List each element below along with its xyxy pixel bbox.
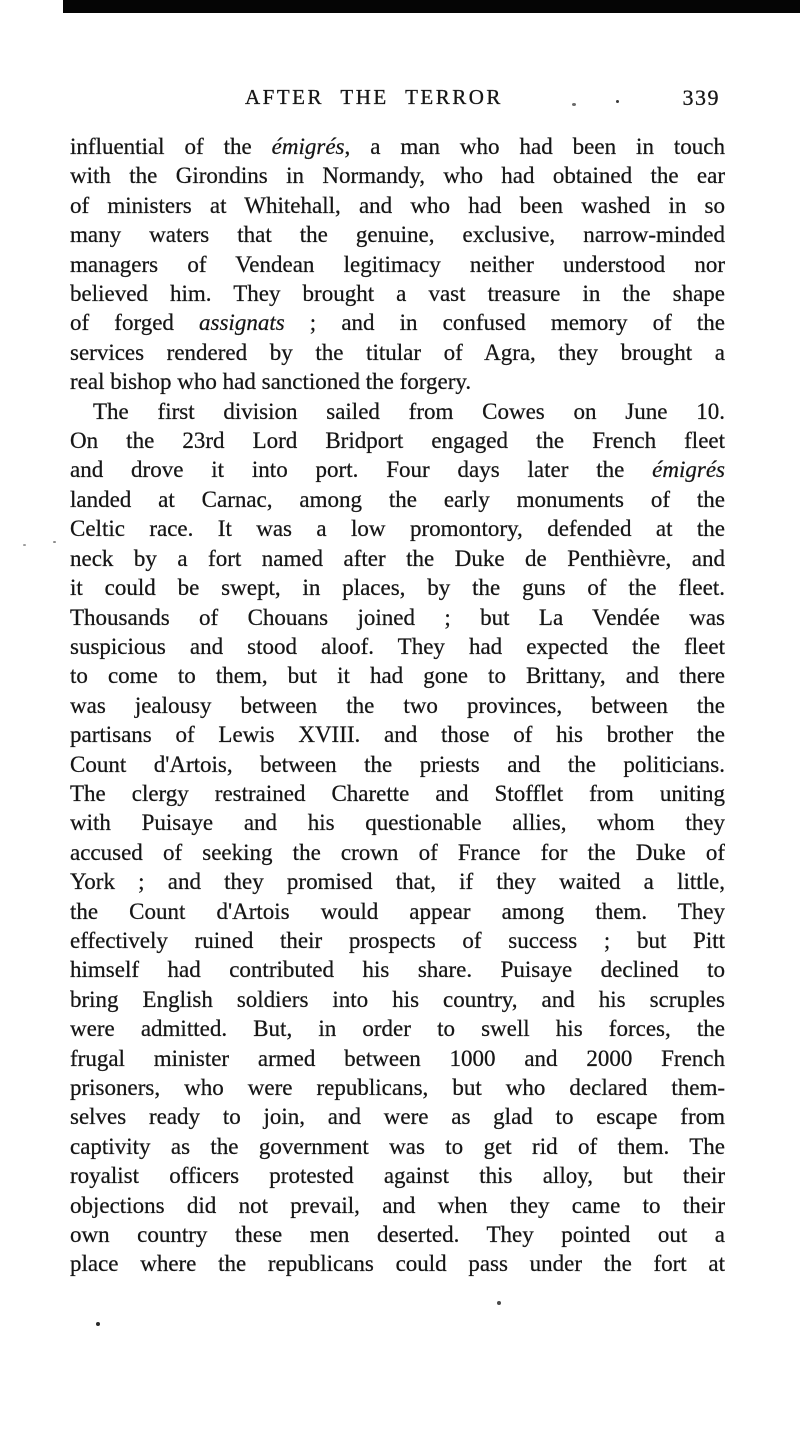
running-head (70, 85, 725, 111)
text-segment: York ; and they promised that, if they waited a little, (70, 869, 725, 895)
body-text-block (70, 132, 725, 1279)
text-segment: Thousands of Chouans joined ; but La Vendée was (70, 604, 725, 630)
text-segment: prisoners, who were republicans, but who declared them- (70, 1075, 725, 1100)
italic-text: assignats (199, 310, 285, 336)
text-segment: and drove it into port. Four days later the (70, 457, 653, 483)
text-line (70, 367, 725, 396)
text-line (70, 691, 725, 720)
text-line (70, 250, 725, 279)
text-line (70, 750, 725, 779)
text-line (70, 1014, 725, 1043)
text-line (70, 573, 725, 602)
page-number: 339 (682, 85, 720, 110)
text-line (70, 132, 725, 161)
text-segment: The first division sailed from Cowes on June 10. (93, 398, 725, 424)
text-line (70, 308, 725, 337)
text-line (70, 808, 725, 837)
text-line (70, 779, 725, 808)
text-segment: of forged (70, 310, 200, 336)
text-line (70, 720, 725, 749)
text-line (70, 220, 725, 249)
text-segment: selves ready to join, and were as glad to escape from (70, 1104, 725, 1130)
text-line (70, 926, 725, 955)
text-line (70, 485, 725, 514)
text-line (70, 338, 725, 367)
text-line (70, 661, 725, 690)
text-segment: himself had contributed his share. Puisaye declined to (70, 957, 725, 983)
text-segment: landed at Carnac, among the early monuments of the (70, 486, 725, 512)
text-segment: services rendered by the titular of Agra, they brought a (70, 339, 725, 365)
text-segment: believed him. They brought a vast treasure in the shape (70, 281, 725, 307)
text-segment: to come to them, but it had gone to Brittany, and there (70, 663, 725, 689)
text-segment: Celtic race. It was a low promontory, defended at the (70, 516, 725, 542)
scan-speck (23, 544, 26, 546)
text-segment: with the Girondins in Normandy, who had obtained the ear (70, 163, 725, 189)
text-line (70, 1132, 725, 1161)
text-line (70, 161, 725, 190)
scan-speck (497, 1301, 501, 1305)
text-line (70, 1220, 725, 1249)
text-segment: effectively ruined their prospects of success ; but Pitt (70, 927, 725, 953)
scan-speck (616, 100, 619, 103)
text-line (70, 1161, 725, 1190)
text-segment: influential of the (70, 134, 272, 159)
text-segment: frugal minister armed between 1000 and 2000 French (70, 1045, 725, 1071)
text-segment: ; and in confused memory of the (284, 310, 725, 336)
text-segment: the Count d'Artois would appear among them. They (70, 898, 725, 924)
page-title: AFTER THE TERROR (245, 85, 503, 109)
italic-text: émigrés (271, 134, 345, 159)
text-line (70, 1249, 725, 1278)
text-segment: managers of Vendean legitimacy neither understood nor (70, 251, 725, 277)
text-segment: captivity as the government was to get rid of them. The (70, 1133, 725, 1159)
text-line (70, 985, 725, 1014)
text-segment: accused of seeking the crown of France for the Duke of (70, 839, 725, 865)
text-line (70, 397, 725, 426)
text-segment: with Puisaye and his questionable allies, whom they (70, 810, 725, 836)
text-line (70, 514, 725, 543)
text-line (70, 603, 725, 632)
text-line (70, 867, 725, 896)
text-segment: many waters that the genuine, exclusive, narrow-minded (70, 222, 725, 248)
italic-text: émigrés (652, 457, 725, 483)
scan-speck (96, 1322, 100, 1326)
text-segment: bring English soldiers into his country, and his scruples (70, 986, 725, 1012)
text-line (70, 426, 725, 455)
text-segment: real bishop who had sanctioned the forgery. (70, 369, 472, 395)
text-segment: Count d'Artois, between the priests and the politicians. (70, 751, 725, 777)
scan-artifact-bar (63, 0, 800, 13)
text-line (70, 955, 725, 984)
text-line (70, 279, 725, 308)
text-segment: of ministers at Whitehall, and who had been washed in so (70, 192, 725, 218)
text-line (70, 1102, 725, 1131)
text-line (70, 897, 725, 926)
text-line (70, 544, 725, 573)
text-line (70, 455, 725, 484)
text-segment: it could be swept, in places, by the guns of the fleet. (70, 575, 725, 601)
text-segment: suspicious and stood aloof. They had expected the fleet (70, 633, 725, 659)
text-segment: own country these men deserted. They pointed out a (70, 1222, 725, 1248)
text-line (70, 632, 725, 661)
text-segment: , a man who had been in touch (344, 134, 725, 159)
scan-speck (572, 103, 576, 106)
text-line (70, 1044, 725, 1073)
text-segment: place where the republicans could pass under the fort at (70, 1251, 725, 1277)
text-line (70, 1073, 725, 1102)
scan-speck (53, 541, 56, 543)
text-segment: partisans of Lewis XVIII. and those of his brother the (70, 722, 725, 748)
text-line (70, 1191, 725, 1220)
text-segment: The clergy restrained Charette and Stofflet from uniting (70, 780, 725, 806)
text-line (70, 838, 725, 867)
text-segment: objections did not prevail, and when they came to their (70, 1192, 725, 1218)
text-line (70, 191, 725, 220)
text-segment: was jealousy between the two provinces, between the (70, 692, 725, 718)
text-segment: were admitted. But, in order to swell his forces, the (70, 1016, 725, 1042)
text-segment: neck by a fort named after the Duke de Penthièvre, and (70, 545, 725, 571)
text-segment: royalist officers protested against this alloy, but their (70, 1163, 725, 1189)
text-segment: On the 23rd Lord Bridport engaged the French fleet (70, 428, 725, 454)
